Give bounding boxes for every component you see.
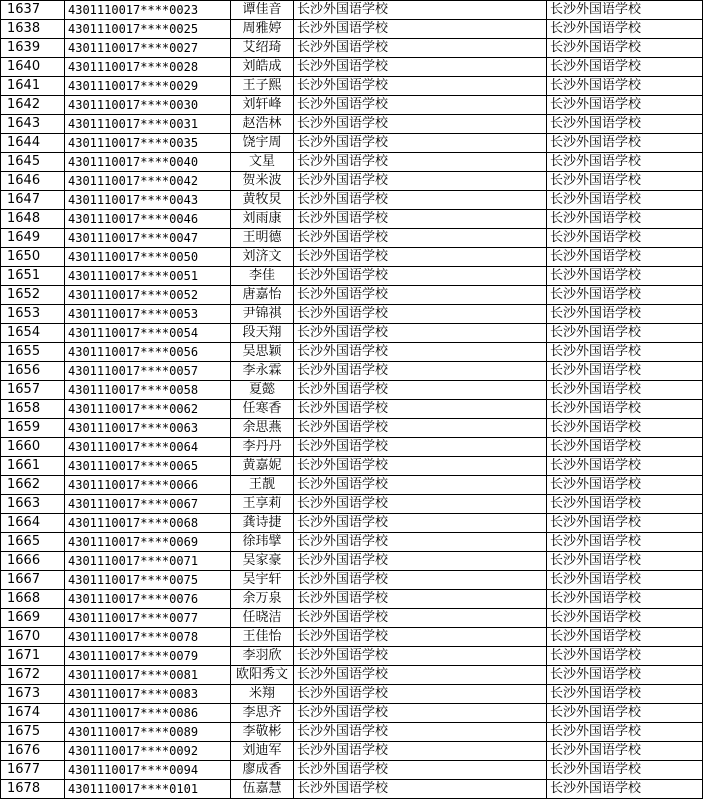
exam-id-cell: 4301110017****0040 xyxy=(65,153,231,172)
serial-number-cell: 1659 xyxy=(1,419,65,438)
graduated-school-cell: 长沙外国语学校 xyxy=(294,267,547,286)
exam-id-cell: 4301110017****0058 xyxy=(65,381,231,400)
admitted-school-cell: 长沙外国语学校 xyxy=(547,210,703,229)
admitted-school-cell: 长沙外国语学校 xyxy=(547,438,703,457)
admitted-school-cell: 长沙外国语学校 xyxy=(547,476,703,495)
exam-id-cell: 4301110017****0031 xyxy=(65,115,231,134)
table-row xyxy=(1,362,703,381)
serial-number-cell: 1667 xyxy=(1,571,65,590)
graduated-school-cell: 长沙外国语学校 xyxy=(294,305,547,324)
exam-id-cell: 4301110017****0046 xyxy=(65,210,231,229)
serial-number-cell: 1660 xyxy=(1,438,65,457)
admitted-school-cell: 长沙外国语学校 xyxy=(547,628,703,647)
table-row xyxy=(1,305,703,324)
serial-number-cell: 1672 xyxy=(1,666,65,685)
admitted-school-cell: 长沙外国语学校 xyxy=(547,229,703,248)
table-row xyxy=(1,115,703,134)
student-name-cell: 王靓 xyxy=(231,476,294,495)
admitted-school-cell: 长沙外国语学校 xyxy=(547,571,703,590)
serial-number-cell: 1653 xyxy=(1,305,65,324)
admitted-school-cell: 长沙外国语学校 xyxy=(547,248,703,267)
student-name-cell: 李敬彬 xyxy=(231,723,294,742)
graduated-school-cell: 长沙外国语学校 xyxy=(294,172,547,191)
student-name-cell: 唐嘉怡 xyxy=(231,286,294,305)
exam-id-cell: 4301110017****0025 xyxy=(65,20,231,39)
serial-number-cell: 1641 xyxy=(1,77,65,96)
exam-id-cell: 4301110017****0030 xyxy=(65,96,231,115)
student-name-cell: 龚诗捷 xyxy=(231,514,294,533)
table-row xyxy=(1,780,703,799)
graduated-school-cell: 长沙外国语学校 xyxy=(294,780,547,799)
graduated-school-cell: 长沙外国语学校 xyxy=(294,609,547,628)
admitted-school-cell: 长沙外国语学校 xyxy=(547,20,703,39)
admitted-school-cell: 长沙外国语学校 xyxy=(547,172,703,191)
graduated-school-cell: 长沙外国语学校 xyxy=(294,134,547,153)
graduated-school-cell: 长沙外国语学校 xyxy=(294,248,547,267)
serial-number-cell: 1663 xyxy=(1,495,65,514)
serial-number-cell: 1670 xyxy=(1,628,65,647)
student-name-cell: 余万泉 xyxy=(231,590,294,609)
exam-id-cell: 4301110017****0086 xyxy=(65,704,231,723)
serial-number-cell: 1662 xyxy=(1,476,65,495)
serial-number-cell: 1640 xyxy=(1,58,65,77)
admitted-school-cell: 长沙外国语学校 xyxy=(547,1,703,20)
student-name-cell: 吴家豪 xyxy=(231,552,294,571)
graduated-school-cell: 长沙外国语学校 xyxy=(294,419,547,438)
table-row xyxy=(1,324,703,343)
student-name-cell: 饶宇周 xyxy=(231,134,294,153)
serial-number-cell: 1675 xyxy=(1,723,65,742)
exam-id-cell: 4301110017****0063 xyxy=(65,419,231,438)
student-name-cell: 吴宇轩 xyxy=(231,571,294,590)
admitted-school-cell: 长沙外国语学校 xyxy=(547,381,703,400)
exam-id-cell: 4301110017****0089 xyxy=(65,723,231,742)
graduated-school-cell: 长沙外国语学校 xyxy=(294,590,547,609)
table-row xyxy=(1,96,703,115)
graduated-school-cell: 长沙外国语学校 xyxy=(294,438,547,457)
admitted-school-cell: 长沙外国语学校 xyxy=(547,115,703,134)
graduated-school-cell: 长沙外国语学校 xyxy=(294,381,547,400)
serial-number-cell: 1661 xyxy=(1,457,65,476)
serial-number-cell: 1666 xyxy=(1,552,65,571)
serial-number-cell: 1642 xyxy=(1,96,65,115)
admitted-school-cell: 长沙外国语学校 xyxy=(547,723,703,742)
student-name-cell: 刘迪军 xyxy=(231,742,294,761)
student-name-cell: 王享莉 xyxy=(231,495,294,514)
student-name-cell: 廖成香 xyxy=(231,761,294,780)
graduated-school-cell: 长沙外国语学校 xyxy=(294,400,547,419)
table-row xyxy=(1,742,703,761)
serial-number-cell: 1678 xyxy=(1,780,65,799)
serial-number-cell: 1664 xyxy=(1,514,65,533)
student-name-cell: 任晓洁 xyxy=(231,609,294,628)
table-row xyxy=(1,761,703,780)
graduated-school-cell: 长沙外国语学校 xyxy=(294,58,547,77)
admitted-school-cell: 长沙外国语学校 xyxy=(547,704,703,723)
admitted-school-cell: 长沙外国语学校 xyxy=(547,58,703,77)
table-row xyxy=(1,533,703,552)
graduated-school-cell: 长沙外国语学校 xyxy=(294,571,547,590)
graduated-school-cell: 长沙外国语学校 xyxy=(294,647,547,666)
admitted-school-cell: 长沙外国语学校 xyxy=(547,666,703,685)
admitted-school-cell: 长沙外国语学校 xyxy=(547,343,703,362)
graduated-school-cell: 长沙外国语学校 xyxy=(294,20,547,39)
exam-id-cell: 4301110017****0050 xyxy=(65,248,231,267)
admitted-school-cell: 长沙外国语学校 xyxy=(547,96,703,115)
serial-number-cell: 1643 xyxy=(1,115,65,134)
graduated-school-cell: 长沙外国语学校 xyxy=(294,153,547,172)
admitted-school-cell: 长沙外国语学校 xyxy=(547,780,703,799)
graduated-school-cell: 长沙外国语学校 xyxy=(294,704,547,723)
admitted-school-cell: 长沙外国语学校 xyxy=(547,305,703,324)
exam-id-cell: 4301110017****0035 xyxy=(65,134,231,153)
serial-number-cell: 1649 xyxy=(1,229,65,248)
student-name-cell: 周雅婷 xyxy=(231,20,294,39)
admitted-school-cell: 长沙外国语学校 xyxy=(547,362,703,381)
student-name-cell: 伍嘉慧 xyxy=(231,780,294,799)
graduated-school-cell: 长沙外国语学校 xyxy=(294,514,547,533)
graduated-school-cell: 长沙外国语学校 xyxy=(294,723,547,742)
serial-number-cell: 1637 xyxy=(1,1,65,20)
exam-id-cell: 4301110017****0043 xyxy=(65,191,231,210)
graduated-school-cell: 长沙外国语学校 xyxy=(294,628,547,647)
serial-number-cell: 1646 xyxy=(1,172,65,191)
exam-id-cell: 4301110017****0062 xyxy=(65,400,231,419)
table-row xyxy=(1,514,703,533)
serial-number-cell: 1654 xyxy=(1,324,65,343)
student-name-cell: 李丹丹 xyxy=(231,438,294,457)
serial-number-cell: 1658 xyxy=(1,400,65,419)
table-row xyxy=(1,229,703,248)
serial-number-cell: 1676 xyxy=(1,742,65,761)
table-row xyxy=(1,381,703,400)
student-name-cell: 李思齐 xyxy=(231,704,294,723)
graduated-school-cell: 长沙外国语学校 xyxy=(294,115,547,134)
table-row xyxy=(1,248,703,267)
serial-number-cell: 1677 xyxy=(1,761,65,780)
graduated-school-cell: 长沙外国语学校 xyxy=(294,343,547,362)
serial-number-cell: 1639 xyxy=(1,39,65,58)
exam-id-cell: 4301110017****0079 xyxy=(65,647,231,666)
graduated-school-cell: 长沙外国语学校 xyxy=(294,761,547,780)
student-name-cell: 刘济文 xyxy=(231,248,294,267)
exam-id-cell: 4301110017****0051 xyxy=(65,267,231,286)
serial-number-cell: 1638 xyxy=(1,20,65,39)
table-row xyxy=(1,77,703,96)
graduated-school-cell: 长沙外国语学校 xyxy=(294,476,547,495)
graduated-school-cell: 长沙外国语学校 xyxy=(294,457,547,476)
exam-id-cell: 4301110017****0071 xyxy=(65,552,231,571)
student-table-body xyxy=(1,1,703,799)
graduated-school-cell: 长沙外国语学校 xyxy=(294,191,547,210)
admitted-school-cell: 长沙外国语学校 xyxy=(547,267,703,286)
table-row xyxy=(1,666,703,685)
admitted-school-cell: 长沙外国语学校 xyxy=(547,685,703,704)
admitted-school-cell: 长沙外国语学校 xyxy=(547,153,703,172)
serial-number-cell: 1671 xyxy=(1,647,65,666)
table-row xyxy=(1,39,703,58)
exam-id-cell: 4301110017****0047 xyxy=(65,229,231,248)
graduated-school-cell: 长沙外国语学校 xyxy=(294,362,547,381)
exam-id-cell: 4301110017****0066 xyxy=(65,476,231,495)
table-row xyxy=(1,267,703,286)
student-name-cell: 李永霖 xyxy=(231,362,294,381)
student-name-cell: 余思燕 xyxy=(231,419,294,438)
admitted-school-cell: 长沙外国语学校 xyxy=(547,742,703,761)
exam-id-cell: 4301110017****0076 xyxy=(65,590,231,609)
exam-id-cell: 4301110017****0023 xyxy=(65,1,231,20)
student-name-cell: 段天翔 xyxy=(231,324,294,343)
table-row xyxy=(1,172,703,191)
exam-id-cell: 4301110017****0068 xyxy=(65,514,231,533)
graduated-school-cell: 长沙外国语学校 xyxy=(294,685,547,704)
student-name-cell: 李佳 xyxy=(231,267,294,286)
table-row xyxy=(1,685,703,704)
exam-id-cell: 4301110017****0028 xyxy=(65,58,231,77)
exam-id-cell: 4301110017****0064 xyxy=(65,438,231,457)
table-row xyxy=(1,58,703,77)
graduated-school-cell: 长沙外国语学校 xyxy=(294,210,547,229)
serial-number-cell: 1645 xyxy=(1,153,65,172)
serial-number-cell: 1655 xyxy=(1,343,65,362)
graduated-school-cell: 长沙外国语学校 xyxy=(294,229,547,248)
student-name-cell: 吴思颖 xyxy=(231,343,294,362)
exam-id-cell: 4301110017****0056 xyxy=(65,343,231,362)
serial-number-cell: 1650 xyxy=(1,248,65,267)
table-row xyxy=(1,400,703,419)
table-row xyxy=(1,476,703,495)
table-row xyxy=(1,438,703,457)
exam-id-cell: 4301110017****0094 xyxy=(65,761,231,780)
serial-number-cell: 1644 xyxy=(1,134,65,153)
table-row xyxy=(1,495,703,514)
graduated-school-cell: 长沙外国语学校 xyxy=(294,552,547,571)
exam-id-cell: 4301110017****0077 xyxy=(65,609,231,628)
serial-number-cell: 1648 xyxy=(1,210,65,229)
table-row xyxy=(1,704,703,723)
exam-id-cell: 4301110017****0083 xyxy=(65,685,231,704)
exam-id-cell: 4301110017****0027 xyxy=(65,39,231,58)
table-row xyxy=(1,343,703,362)
serial-number-cell: 1657 xyxy=(1,381,65,400)
serial-number-cell: 1673 xyxy=(1,685,65,704)
graduated-school-cell: 长沙外国语学校 xyxy=(294,96,547,115)
table-row xyxy=(1,552,703,571)
student-name-cell: 王佳怡 xyxy=(231,628,294,647)
graduated-school-cell: 长沙外国语学校 xyxy=(294,324,547,343)
admitted-school-cell: 长沙外国语学校 xyxy=(547,552,703,571)
exam-id-cell: 4301110017****0092 xyxy=(65,742,231,761)
student-name-cell: 谭佳音 xyxy=(231,1,294,20)
graduated-school-cell: 长沙外国语学校 xyxy=(294,742,547,761)
table-row xyxy=(1,153,703,172)
admitted-school-cell: 长沙外国语学校 xyxy=(547,514,703,533)
exam-id-cell: 4301110017****0075 xyxy=(65,571,231,590)
student-name-cell: 尹锦祺 xyxy=(231,305,294,324)
student-name-cell: 贺米波 xyxy=(231,172,294,191)
admitted-school-cell: 长沙外国语学校 xyxy=(547,134,703,153)
student-name-cell: 黄牧炅 xyxy=(231,191,294,210)
serial-number-cell: 1656 xyxy=(1,362,65,381)
serial-number-cell: 1652 xyxy=(1,286,65,305)
exam-id-cell: 4301110017****0081 xyxy=(65,666,231,685)
student-name-cell: 刘皓成 xyxy=(231,58,294,77)
serial-number-cell: 1651 xyxy=(1,267,65,286)
table-row xyxy=(1,457,703,476)
admitted-school-cell: 长沙外国语学校 xyxy=(547,324,703,343)
exam-id-cell: 4301110017****0065 xyxy=(65,457,231,476)
table-row xyxy=(1,419,703,438)
table-row xyxy=(1,571,703,590)
graduated-school-cell: 长沙外国语学校 xyxy=(294,666,547,685)
admitted-school-cell: 长沙外国语学校 xyxy=(547,590,703,609)
serial-number-cell: 1674 xyxy=(1,704,65,723)
student-name-cell: 赵浩林 xyxy=(231,115,294,134)
exam-id-cell: 4301110017****0101 xyxy=(65,780,231,799)
admitted-school-cell: 长沙外国语学校 xyxy=(547,495,703,514)
graduated-school-cell: 长沙外国语学校 xyxy=(294,39,547,58)
graduated-school-cell: 长沙外国语学校 xyxy=(294,77,547,96)
exam-id-cell: 4301110017****0078 xyxy=(65,628,231,647)
graduated-school-cell: 长沙外国语学校 xyxy=(294,495,547,514)
exam-id-cell: 4301110017****0069 xyxy=(65,533,231,552)
table-row xyxy=(1,210,703,229)
student-name-cell: 王子熙 xyxy=(231,77,294,96)
exam-id-cell: 4301110017****0053 xyxy=(65,305,231,324)
exam-id-cell: 4301110017****0054 xyxy=(65,324,231,343)
table-row xyxy=(1,286,703,305)
graduated-school-cell: 长沙外国语学校 xyxy=(294,533,547,552)
table-row xyxy=(1,20,703,39)
student-name-cell: 徐玮擘 xyxy=(231,533,294,552)
table-row xyxy=(1,647,703,666)
serial-number-cell: 1668 xyxy=(1,590,65,609)
exam-id-cell: 4301110017****0042 xyxy=(65,172,231,191)
table-row xyxy=(1,609,703,628)
graduated-school-cell: 长沙外国语学校 xyxy=(294,286,547,305)
table-row xyxy=(1,1,703,20)
table-row xyxy=(1,191,703,210)
admitted-school-cell: 长沙外国语学校 xyxy=(547,39,703,58)
student-name-cell: 米翔 xyxy=(231,685,294,704)
table-row xyxy=(1,628,703,647)
admitted-school-cell: 长沙外国语学校 xyxy=(547,457,703,476)
student-name-cell: 王明德 xyxy=(231,229,294,248)
admitted-school-cell: 长沙外国语学校 xyxy=(547,191,703,210)
table-row xyxy=(1,590,703,609)
graduated-school-cell: 长沙外国语学校 xyxy=(294,1,547,20)
exam-id-cell: 4301110017****0029 xyxy=(65,77,231,96)
table-row xyxy=(1,723,703,742)
exam-id-cell: 4301110017****0052 xyxy=(65,286,231,305)
exam-id-cell: 4301110017****0057 xyxy=(65,362,231,381)
student-name-cell: 任寒香 xyxy=(231,400,294,419)
admitted-school-cell: 长沙外国语学校 xyxy=(547,77,703,96)
serial-number-cell: 1669 xyxy=(1,609,65,628)
student-name-cell: 黄嘉妮 xyxy=(231,457,294,476)
exam-id-cell: 4301110017****0067 xyxy=(65,495,231,514)
admitted-school-cell: 长沙外国语学校 xyxy=(547,647,703,666)
admitted-school-cell: 长沙外国语学校 xyxy=(547,533,703,552)
table-row xyxy=(1,134,703,153)
student-name-cell: 刘雨康 xyxy=(231,210,294,229)
serial-number-cell: 1665 xyxy=(1,533,65,552)
student-name-cell: 欧阳秀文 xyxy=(231,666,294,685)
admitted-school-cell: 长沙外国语学校 xyxy=(547,419,703,438)
admitted-school-cell: 长沙外国语学校 xyxy=(547,609,703,628)
admitted-school-cell: 长沙外国语学校 xyxy=(547,400,703,419)
student-name-cell: 艾绍琦 xyxy=(231,39,294,58)
student-name-cell: 李羽欣 xyxy=(231,647,294,666)
serial-number-cell: 1647 xyxy=(1,191,65,210)
student-name-cell: 夏懿 xyxy=(231,381,294,400)
admitted-school-cell: 长沙外国语学校 xyxy=(547,761,703,780)
admitted-school-cell: 长沙外国语学校 xyxy=(547,286,703,305)
student-name-cell: 刘轩峰 xyxy=(231,96,294,115)
student-name-cell: 文星 xyxy=(231,153,294,172)
